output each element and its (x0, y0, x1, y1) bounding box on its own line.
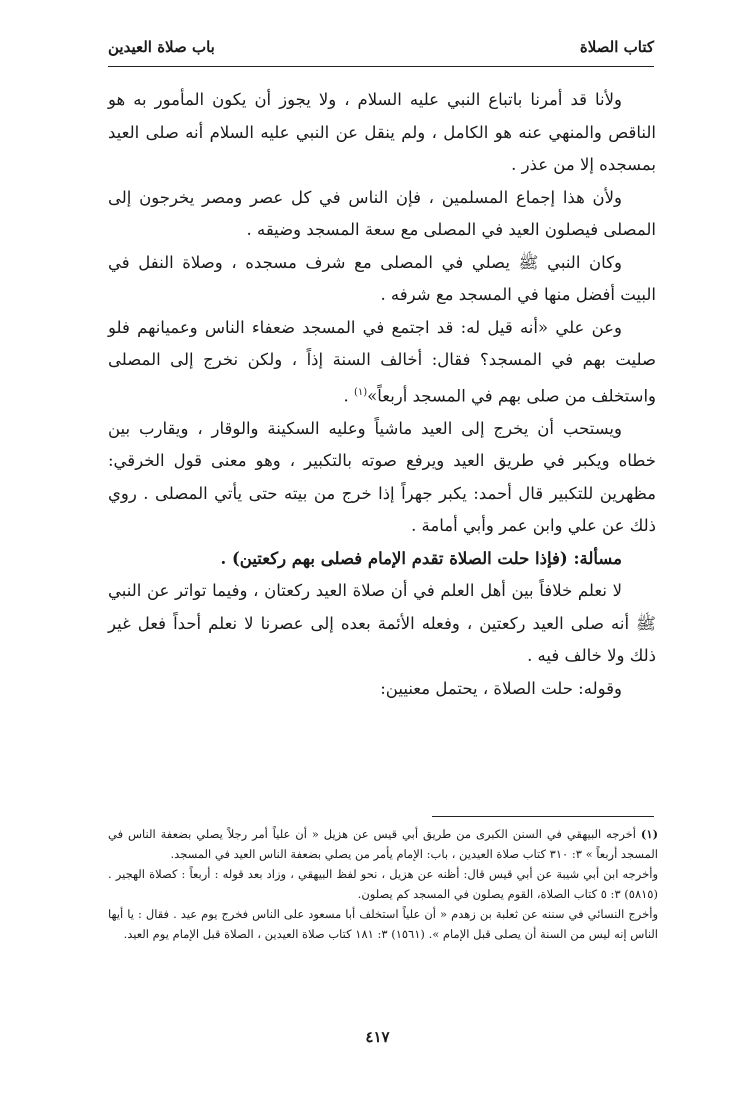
footnote-text: وأخرجه ابن أبي شيبة عن أبي قيس قال: أظنه عن هزيل ، نحو لفظ البيهقي ، وزاد بعد قوله : أربعاً : كصلاة الهجير . (٥٨١٥) ٣: ٥ كتاب الصلاة، القوم يصلون في المسجد كم يصلون. (108, 867, 658, 901)
paragraph-4-end: . (343, 386, 354, 405)
footnote-text: أخرجه البيهقي في السنن الكبرى من طريق أبي قيس عن هزيل « أن علياً أمر رجلاً يصلي بضعفة الناس في المسجد أربعاً » ٣: ٣١٠ كتاب صلاة العيدين ، باب: الإمام يأمر من يصلي بضعفة الناس العيد في المسجد. (108, 827, 658, 861)
footnote-number: (١) (640, 827, 659, 841)
main-text (108, 84, 656, 705)
header-divider (108, 66, 654, 67)
paragraph-4-text: وعن علي «أنه قيل له: قد اجتمع في المسجد ضعفاء الناس وعميانهم فلو صليت بهم في المسجد؟ فقال: أخالف السنة إذاً ، ولكن نخرج إلى المصلى واستخلف من صلى بهم في المسجد أربعاً» (108, 317, 656, 405)
masala-prefix: مسألة: (573, 548, 622, 568)
footnote-text: وأخرج النسائي في سننه عن ثعلبة بن زهدم « أن علياً استخلف أبا مسعود على الناس فخرج يوم عيد . فقال : يا أيها الناس إنه ليس من السنة أن يصلى قبل الإمام ». (١٥٦١) ٣: ١٨١ كتاب صلاة العيدين ، الصلاة قبل الإمام يوم العيد. (108, 907, 658, 941)
paragraph-6: لا نعلم خلافاً بين أهل العلم في أن صلاة العيد ركعتان ، وفيما تواتر عن النبي ﷺ أنه صلى العيد ركعتين ، وفعله الأئمة بعده إلى عصرنا لا نعلم أحداً فعل غير ذلك ولا خالف فيه . (108, 581, 656, 665)
footnotes (108, 824, 658, 944)
footnote-1-continued (108, 864, 658, 904)
paragraph-3: وكان النبي ﷺ يصلي في المصلى مع شرف مسجده ، وصلاة النفل في البيت أفضل منها في المسجد مع شرفه . (108, 252, 656, 304)
footnote-reference[interactable]: (١) (353, 386, 368, 398)
paragraph-2: ولأن هذا إجماع المسلمين ، فإن الناس في كل عصر ومصر يخرجون إلى المصلى فيصلون العيد في المصلى مع سعة المسجد وضيقه . (108, 187, 656, 239)
paragraph-4 (108, 312, 656, 413)
footnote-divider (432, 816, 654, 817)
masala-heading (108, 543, 656, 576)
masala-text: (فإذا حلت الصلاة تقدم الإمام فصلى بهم ركعتين) . (220, 548, 568, 568)
paragraph-7: وقوله: حلت الصلاة ، يحتمل معنيين: (380, 678, 622, 698)
chapter-title: باب صلاة العيدين (108, 38, 215, 56)
paragraph-5: ويستحب أن يخرج إلى العيد ماشياً وعليه السكينة والوقار ، ويقارب بين خطاه ويكبر في طريق العيد ويرفع صوته بالتكبير ، وهو معنى قول الخرقي: مظهرين للتكبير قال أحمد: يكبر جهراً إذا خرج من بيته حتى يأتي المصلى . روي ذلك عن علي وابن عمر وأبي أمامة . (108, 418, 656, 535)
footnote-1 (108, 824, 658, 864)
page-number: ٤١٧ (365, 1028, 390, 1046)
footnote-1-continued (108, 904, 658, 944)
paragraph-1: ولأنا قد أمرنا باتباع النبي عليه السلام ، ولا يجوز أن يكون المأمور به هو الناقص والمنهي عنه هو الكامل ، ولم ينقل عن النبي عليه السلام أنه صلى العيد بمسجده إلا من عذر . (108, 90, 656, 174)
book-title: كتاب الصلاة (579, 38, 654, 56)
running-header (108, 36, 654, 66)
